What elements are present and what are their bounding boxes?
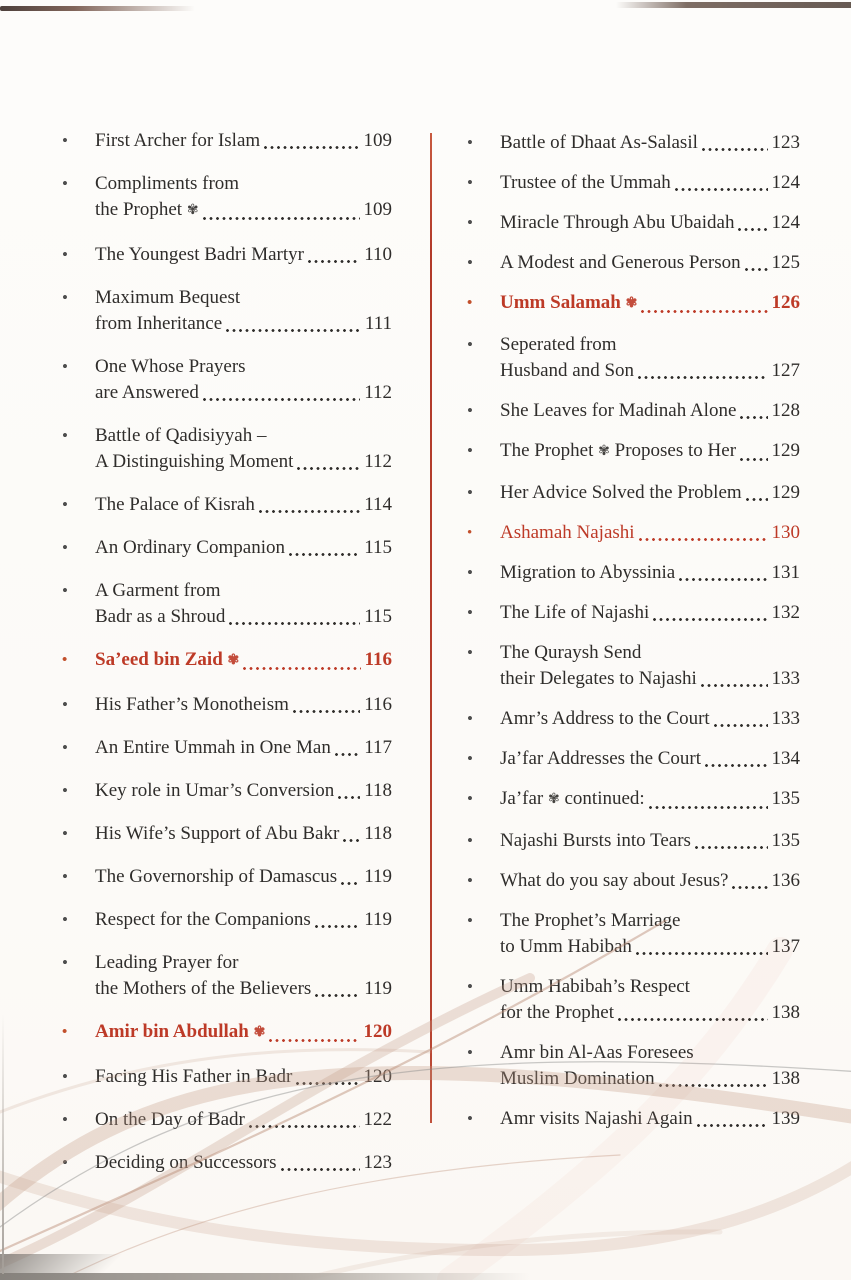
bullet-icon: • — [467, 563, 473, 582]
dotted-leader — [229, 622, 360, 625]
scan-edge-top-left — [0, 6, 195, 11]
toc-entry — [62, 735, 392, 761]
toc-entry-title: The Prophet’s Marriage — [500, 910, 681, 931]
bullet-icon: • — [467, 911, 473, 930]
bullet-icon: • — [467, 709, 473, 728]
bullet-icon: • — [62, 953, 68, 972]
bullet-icon: • — [467, 643, 473, 662]
toc-entry-title: An Ordinary Companion — [95, 537, 285, 558]
toc-entry-title: His Father’s Monotheism — [95, 694, 289, 715]
page-number: 116 — [364, 694, 392, 715]
page-number: 124 — [771, 212, 800, 233]
bullet-icon: • — [467, 1043, 473, 1062]
toc-entry — [467, 1106, 800, 1132]
bullet-icon: • — [467, 789, 473, 808]
toc-entry — [62, 285, 392, 337]
dotted-leader — [335, 753, 360, 756]
toc-entry-title: Deciding on Successors — [95, 1152, 277, 1173]
page-number: 125 — [771, 252, 800, 273]
toc-entry — [62, 647, 392, 675]
toc-entry — [62, 128, 392, 154]
page-number: 111 — [364, 313, 392, 334]
dotted-leader — [315, 994, 360, 997]
scan-edge-left — [2, 1014, 4, 1274]
dotted-leader — [746, 498, 768, 501]
toc-entry — [467, 560, 800, 586]
honorific-icon: ✾ — [227, 653, 240, 668]
toc-entry-title: Ja’far Addresses the Court — [500, 748, 702, 769]
toc-entry-title: to Umm Habibah — [500, 936, 632, 957]
honorific-icon: ✾ — [548, 792, 560, 807]
dotted-leader — [308, 260, 360, 263]
toc-entry-title: A Garment from — [95, 580, 221, 601]
toc-entry-title: for the Prophet — [500, 1002, 614, 1023]
toc-entry-title: Ja’far ✾ continued: — [500, 788, 645, 809]
toc-entry — [62, 1107, 392, 1133]
toc-entry-title: A Distinguishing Moment — [95, 451, 294, 472]
toc-entry-title: The Youngest Badri Martyr — [95, 244, 304, 265]
toc-entry-title: Miracle Through Abu Ubaidah — [500, 212, 735, 233]
toc-entry-title: Ashamah Najashi — [500, 522, 635, 543]
toc-entry-title: Amir bin Abdullah ✾ — [95, 1021, 266, 1042]
page-number: 127 — [771, 360, 800, 381]
dotted-leader — [315, 925, 360, 928]
honorific-icon: ✾ — [253, 1025, 266, 1040]
toc-entry-title: The Governorship of Damascus — [95, 866, 338, 887]
toc-entry — [62, 423, 392, 475]
page-number: 119 — [364, 909, 392, 930]
toc-entry — [467, 828, 800, 854]
page-number: 109 — [363, 199, 392, 220]
toc-entry-title: Her Advice Solved the Problem — [500, 482, 742, 503]
toc-entry — [467, 600, 800, 626]
dotted-leader — [701, 684, 768, 687]
page-number: 131 — [771, 562, 800, 583]
toc-entry — [467, 706, 800, 732]
bullet-icon: • — [62, 131, 68, 150]
toc-entry — [467, 746, 800, 772]
toc-entry-title: Amr’s Address to the Court — [500, 708, 710, 729]
toc-entry — [467, 332, 800, 384]
bullet-icon: • — [467, 253, 473, 272]
dotted-leader — [732, 886, 767, 889]
page-number: 116 — [364, 649, 392, 670]
dotted-leader — [338, 796, 360, 799]
toc-entry — [62, 242, 392, 268]
page-number: 138 — [771, 1002, 800, 1023]
bullet-icon: • — [467, 483, 473, 502]
toc-entry-title: Amr visits Najashi Again — [500, 1108, 693, 1129]
page-number: 136 — [771, 870, 800, 891]
toc-entry-title: The Palace of Kisrah — [95, 494, 255, 515]
toc-column-right — [467, 130, 800, 1132]
bullet-icon: • — [62, 867, 68, 886]
toc-entry-title: One Whose Prayers — [95, 356, 246, 377]
page-number: 117 — [364, 737, 392, 758]
scan-edge-bottom-left-corner — [0, 1254, 150, 1280]
toc-entry-title: the Prophet ✾ — [95, 199, 199, 220]
toc-entry-title: Muslim Domination — [500, 1068, 655, 1089]
toc-entry — [62, 492, 392, 518]
dotted-leader — [343, 839, 360, 842]
bullet-icon: • — [467, 871, 473, 890]
toc-entry-title: The Life of Najashi — [500, 602, 650, 623]
toc-entry — [62, 907, 392, 933]
page-number: 112 — [364, 382, 392, 403]
toc-entry-title: are Answered — [95, 382, 199, 403]
toc-entry — [467, 438, 800, 466]
bullet-icon: • — [62, 695, 68, 714]
page-number: 133 — [771, 708, 800, 729]
toc-entry-title: Battle of Dhaat As-Salasil — [500, 132, 698, 153]
toc-entry-title: Migration to Abyssinia — [500, 562, 676, 583]
toc-entry-title: Sa’eed bin Zaid ✾ — [95, 649, 240, 670]
bullet-icon: • — [62, 538, 68, 557]
page-number: 135 — [771, 788, 800, 809]
page-number: 129 — [771, 440, 800, 461]
bullet-icon: • — [467, 295, 473, 311]
toc-entry — [467, 786, 800, 814]
toc-entry-title: Battle of Qadisiyyah – — [95, 425, 267, 446]
bullet-icon: • — [62, 1024, 68, 1040]
bullet-icon: • — [467, 133, 473, 152]
bullet-icon: • — [467, 335, 473, 354]
dotted-leader — [259, 510, 360, 513]
bullet-icon: • — [467, 441, 473, 460]
toc-entry — [467, 974, 800, 1026]
toc-entry-title: from Inheritance — [95, 313, 223, 334]
toc-entry-title: Respect for the Companions — [95, 909, 311, 930]
toc-entry — [62, 692, 392, 718]
toc-entry — [467, 170, 800, 196]
page-number: 138 — [771, 1068, 800, 1089]
dotted-leader — [659, 1084, 768, 1087]
dotted-leader — [740, 416, 767, 419]
page-number: 133 — [771, 668, 800, 689]
bullet-icon: • — [62, 426, 68, 445]
page-number: 132 — [771, 602, 800, 623]
dotted-leader — [296, 1082, 359, 1085]
dotted-leader — [293, 710, 360, 713]
page-number: 123 — [363, 1152, 392, 1173]
bullet-icon: • — [62, 1153, 68, 1172]
dotted-leader — [639, 538, 768, 541]
page-number: 128 — [771, 400, 800, 421]
page-number: 139 — [771, 1108, 800, 1129]
bullet-icon: • — [62, 910, 68, 929]
toc-entry-title: On the Day of Badr — [95, 1109, 245, 1130]
toc-entry — [467, 908, 800, 960]
honorific-icon: ✾ — [598, 444, 610, 459]
bullet-icon: • — [467, 173, 473, 192]
dotted-leader — [618, 1018, 768, 1021]
bullet-icon: • — [467, 977, 473, 996]
bullet-icon: • — [62, 824, 68, 843]
page-number: 114 — [364, 494, 392, 515]
bullet-icon: • — [467, 749, 473, 768]
dotted-leader — [289, 553, 360, 556]
page-number: 119 — [364, 866, 392, 887]
toc-entry-title: The Quraysh Send — [500, 642, 642, 663]
toc-entry-title: Leading Prayer for — [95, 952, 239, 973]
dotted-leader — [695, 846, 768, 849]
dotted-leader — [226, 329, 361, 332]
toc-entry — [62, 821, 392, 847]
dotted-leader — [740, 458, 767, 461]
dotted-leader — [636, 952, 768, 955]
page-number: 126 — [771, 292, 800, 313]
honorific-icon: ✾ — [186, 203, 199, 218]
honorific-icon: ✾ — [625, 296, 638, 311]
dotted-leader — [738, 228, 767, 231]
dotted-leader — [281, 1168, 360, 1171]
page-number: 119 — [364, 978, 392, 999]
dotted-leader — [714, 724, 768, 727]
toc-entry — [467, 210, 800, 236]
toc-entry — [62, 950, 392, 1002]
toc-entry-title: Facing His Father in Badr — [95, 1066, 293, 1087]
toc-entry-title: The Prophet ✾ Proposes to Her — [500, 440, 737, 461]
toc-entry-title: the Mothers of the Believers — [95, 978, 312, 999]
toc-entry — [62, 1019, 392, 1047]
dotted-leader — [641, 310, 767, 313]
toc-entry — [62, 778, 392, 804]
toc-entry-title: Seperated from — [500, 334, 617, 355]
dotted-leader — [705, 764, 767, 767]
toc-entry-title: Compliments from — [95, 173, 240, 194]
page-number: 109 — [363, 130, 392, 151]
toc-entry — [467, 250, 800, 276]
toc-entry-title: An Entire Ummah in One Man — [95, 737, 331, 758]
dotted-leader — [269, 1039, 359, 1042]
bullet-icon: • — [467, 831, 473, 850]
page-number: 110 — [364, 244, 392, 265]
toc-entry — [62, 578, 392, 630]
page-number: 137 — [771, 936, 800, 957]
page-number: 112 — [364, 451, 392, 472]
bullet-icon: • — [62, 495, 68, 514]
toc-column-left — [62, 128, 392, 1176]
toc-entry-title: Husband and Son — [500, 360, 635, 381]
bullet-icon: • — [62, 581, 68, 600]
bullet-icon: • — [62, 781, 68, 800]
dotted-leader — [264, 146, 359, 149]
toc-entry-title: A Modest and Generous Person — [500, 252, 741, 273]
page-number: 115 — [364, 606, 392, 627]
dotted-leader — [702, 148, 768, 151]
toc-entry-title: Umm Habibah’s Respect — [500, 976, 690, 997]
toc-entry-title: Amr bin Al-Aas Foresees — [500, 1042, 694, 1063]
dotted-leader — [249, 1125, 360, 1128]
dotted-leader — [638, 376, 767, 379]
toc-entry — [467, 398, 800, 424]
toc-entry — [467, 480, 800, 506]
toc-entry — [467, 130, 800, 156]
toc-entry-title: Trustee of the Ummah — [500, 172, 671, 193]
toc-entry-title: Badr as a Shroud — [95, 606, 226, 627]
dotted-leader — [653, 618, 767, 621]
toc-entry — [467, 868, 800, 894]
dotted-leader — [341, 882, 360, 885]
toc-entry — [62, 1064, 392, 1090]
bullet-icon: • — [467, 603, 473, 622]
toc-entry — [62, 1150, 392, 1176]
bullet-icon: • — [62, 652, 68, 668]
toc-entry — [467, 290, 800, 318]
dotted-leader — [679, 578, 767, 581]
bullet-icon: • — [467, 1109, 473, 1128]
bullet-icon: • — [62, 174, 68, 193]
bullet-icon: • — [62, 357, 68, 376]
dotted-leader — [697, 1124, 768, 1127]
dotted-leader — [297, 467, 360, 470]
dotted-leader — [745, 268, 768, 271]
dotted-leader — [649, 806, 768, 809]
dotted-leader — [203, 398, 360, 401]
toc-entry — [467, 640, 800, 692]
toc-entry-title: Key role in Umar’s Conversion — [95, 780, 335, 801]
toc-entry — [62, 354, 392, 406]
bullet-icon: • — [62, 288, 68, 307]
bullet-icon: • — [467, 525, 473, 541]
page-number: 124 — [771, 172, 800, 193]
toc-entry-title: His Wife’s Support of Abu Bakr — [95, 823, 340, 844]
toc-entry-title: Maximum Bequest — [95, 287, 241, 308]
scan-edge-top-right — [616, 2, 851, 8]
page-number: 135 — [771, 830, 800, 851]
toc-entry-title: What do you say about Jesus? — [500, 870, 729, 891]
toc-entry — [467, 1040, 800, 1092]
bullet-icon: • — [467, 213, 473, 232]
page-number: 122 — [363, 1109, 392, 1130]
page-number: 118 — [364, 823, 392, 844]
bullet-icon: • — [467, 401, 473, 420]
bullet-icon: • — [62, 738, 68, 757]
column-divider-line — [430, 133, 432, 1123]
dotted-leader — [243, 667, 360, 670]
page-number: 130 — [771, 522, 800, 543]
page-number: 123 — [771, 132, 800, 153]
toc-entry-title: She Leaves for Madinah Alone — [500, 400, 737, 421]
toc-entry-title: their Delegates to Najashi — [500, 668, 697, 689]
page-number: 134 — [771, 748, 800, 769]
dotted-leader — [675, 188, 768, 191]
toc-entry-title: Umm Salamah ✾ — [500, 292, 638, 313]
page-number: 129 — [771, 482, 800, 503]
bullet-icon: • — [62, 1110, 68, 1129]
page-number: 118 — [364, 780, 392, 801]
toc-entry — [467, 520, 800, 546]
toc-entry-title: First Archer for Islam — [95, 130, 261, 151]
bullet-icon: • — [62, 245, 68, 264]
page-number: 120 — [363, 1066, 392, 1087]
toc-entry — [62, 535, 392, 561]
toc-entry — [62, 864, 392, 890]
bullet-icon: • — [62, 1067, 68, 1086]
page-number: 115 — [364, 537, 392, 558]
toc-entry-title: Najashi Bursts into Tears — [500, 830, 691, 851]
dotted-leader — [203, 217, 360, 220]
page-number: 120 — [363, 1021, 392, 1042]
toc-entry — [62, 171, 392, 225]
